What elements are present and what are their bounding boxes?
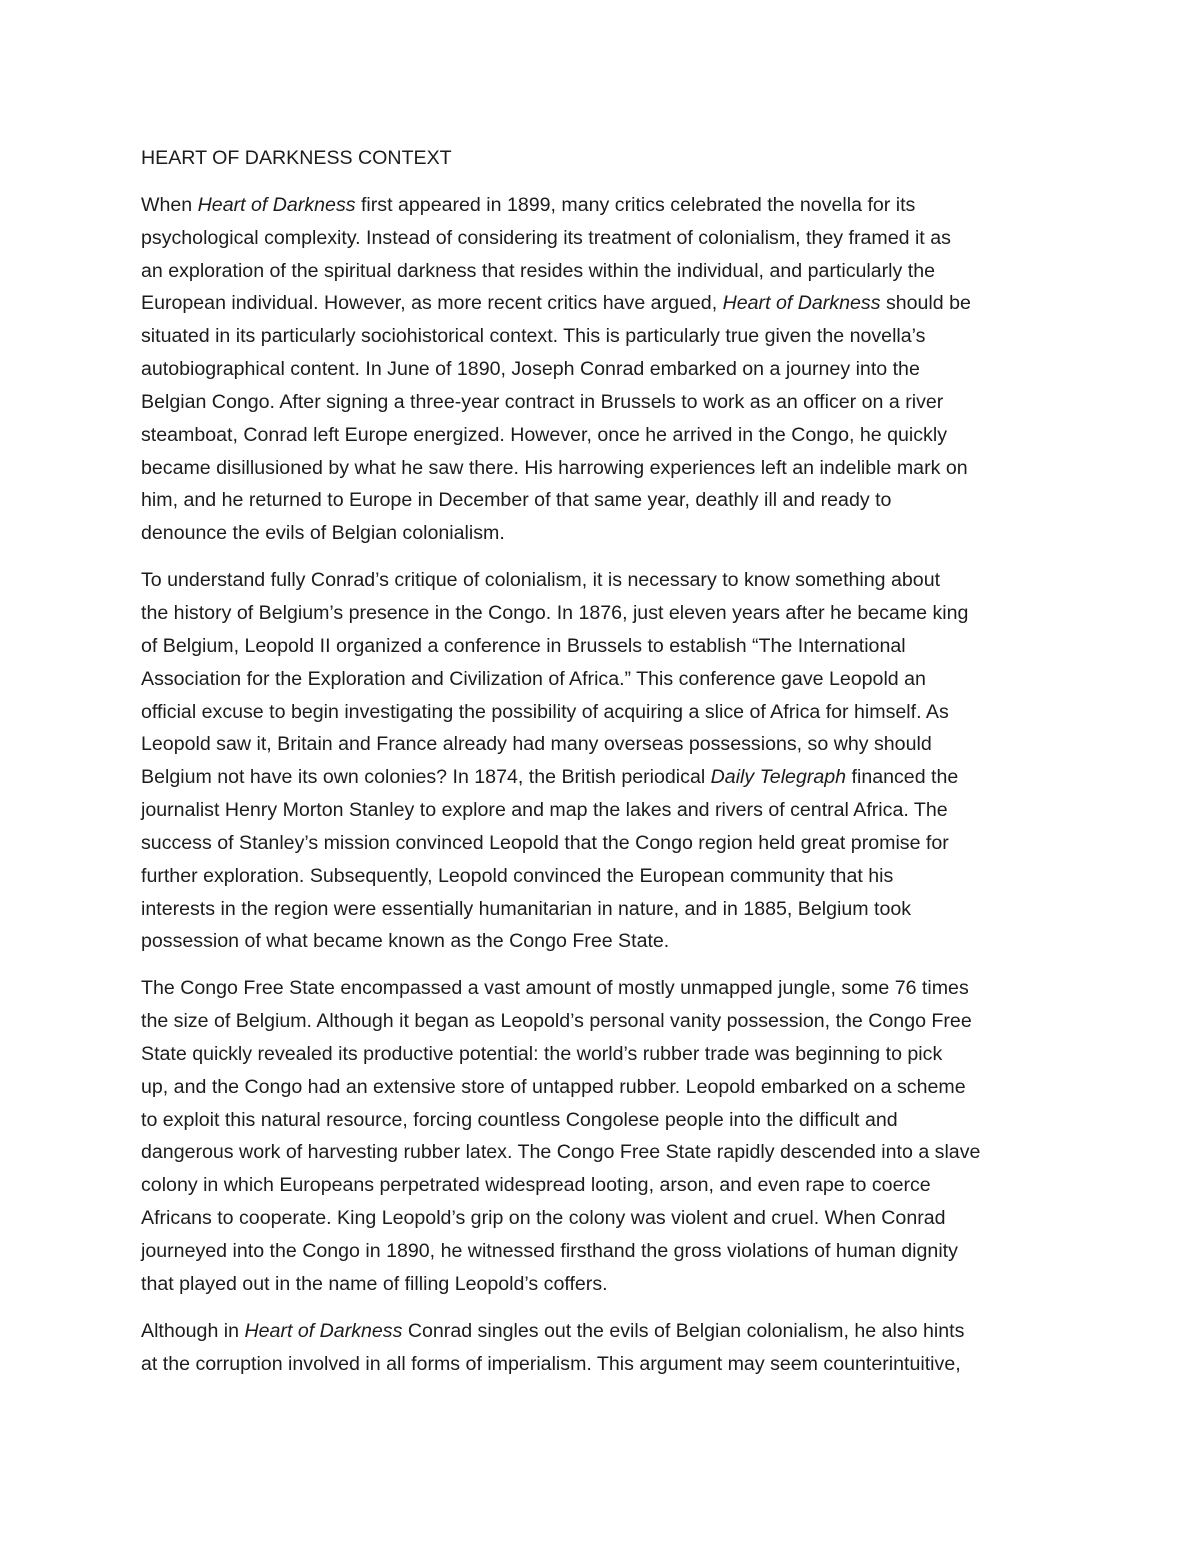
text-line bbox=[141, 1005, 1066, 1038]
text-line bbox=[141, 222, 1066, 255]
text-segment: colony in which Europeans perpetrated widespread looting, arson, and even rape to coerce bbox=[141, 1174, 931, 1197]
text-line bbox=[141, 663, 1066, 696]
text-segment: financed the bbox=[846, 766, 959, 789]
text-line bbox=[141, 1348, 1066, 1381]
text-segment: psychological complexity. Instead of considering its treatment of colonialism, they framed it as bbox=[141, 226, 951, 249]
text-line bbox=[141, 189, 1066, 222]
text-segment: the history of Belgium’s presence in the Congo. In 1876, just eleven years after he became king bbox=[141, 601, 969, 624]
text-segment: the size of Belgium. Although it began as Leopold’s personal vanity possession, the Congo Free bbox=[141, 1010, 972, 1033]
text-line bbox=[141, 761, 1066, 794]
text-segment: autobiographical content. In June of 1890, Joseph Conrad embarked on a journey into the bbox=[141, 358, 920, 381]
text-segment: To understand fully Conrad’s critique of colonialism, it is necessary to know something about bbox=[141, 569, 941, 592]
text-segment: should be bbox=[880, 292, 971, 315]
text-segment: success of Stanley’s mission convinced Leopold that the Congo region held great promise for bbox=[141, 831, 949, 854]
text-segment: that played out in the name of filling Leopold’s coffers. bbox=[141, 1272, 608, 1295]
text-line bbox=[141, 696, 1066, 729]
text-line bbox=[141, 320, 1066, 353]
italic-title-text: Heart of Darkness bbox=[244, 1319, 403, 1342]
paragraph bbox=[141, 189, 1066, 550]
text-segment: further exploration. Subsequently, Leopold convinced the European community that his bbox=[141, 864, 894, 887]
text-line bbox=[141, 728, 1066, 761]
paragraph bbox=[141, 564, 1066, 958]
text-line bbox=[141, 827, 1066, 860]
text-segment: Association for the Exploration and Civilization of Africa.” This conference gave Leopold an bbox=[141, 667, 926, 690]
text-segment: an exploration of the spiritual darkness that resides within the individual, and particularly the bbox=[141, 259, 935, 282]
text-segment: Leopold saw it, Britain and France already had many overseas possessions, so why should bbox=[141, 733, 932, 756]
text-segment: Conrad singles out the evils of Belgian colonialism, he also hints bbox=[402, 1319, 965, 1342]
italic-title-text: Daily Telegraph bbox=[710, 766, 847, 789]
text-segment: denounce the evils of Belgian colonialism. bbox=[141, 522, 505, 545]
text-line bbox=[141, 860, 1066, 893]
italic-title-text: Heart of Darkness bbox=[722, 292, 881, 315]
text-segment: Although in bbox=[141, 1319, 245, 1342]
document-page bbox=[141, 142, 1066, 1394]
text-line bbox=[141, 630, 1066, 663]
text-line bbox=[141, 1169, 1066, 1202]
text-segment: When bbox=[141, 193, 198, 216]
text-segment: journeyed into the Congo in 1890, he witnessed firsthand the gross violations of human dignity bbox=[141, 1240, 958, 1262]
text-line bbox=[141, 1038, 1066, 1071]
text-line bbox=[141, 1315, 1066, 1348]
text-line bbox=[141, 1104, 1066, 1137]
text-segment: Belgian Congo. After signing a three-year contract in Brussels to work as an officer on a river bbox=[141, 390, 944, 413]
text-segment: Belgium not have its own colonies? In 1874, the British periodical bbox=[141, 766, 711, 789]
text-line bbox=[141, 353, 1066, 386]
text-segment: European individual. However, as more recent critics have argued, bbox=[141, 292, 723, 315]
paragraph bbox=[141, 1315, 1066, 1381]
text-line bbox=[141, 517, 1066, 550]
text-segment: interests in the region were essentially humanitarian in nature, and in 1885, Belgium took bbox=[141, 897, 912, 920]
document-body bbox=[141, 189, 1066, 1381]
text-line bbox=[141, 597, 1066, 630]
text-line bbox=[141, 1268, 1066, 1301]
text-line bbox=[141, 1202, 1066, 1235]
text-line bbox=[141, 893, 1066, 926]
text-line bbox=[141, 386, 1066, 419]
italic-title-text: Heart of Darkness bbox=[197, 193, 356, 216]
text-segment: situated in its particularly sociohistorical context. This is particularly true given the novella’s bbox=[141, 325, 926, 348]
text-line bbox=[141, 484, 1066, 517]
text-segment: steamboat, Conrad left Europe energized. However, once he arrived in the Congo, he quickly bbox=[141, 423, 947, 446]
text-line bbox=[141, 1235, 1066, 1268]
text-line bbox=[141, 564, 1066, 597]
text-segment: possession of what became known as the Congo Free State. bbox=[141, 930, 670, 953]
text-line bbox=[141, 925, 1066, 958]
paragraph bbox=[141, 972, 1066, 1300]
text-segment: up, and the Congo had an extensive store of untapped rubber. Leopold embarked on a scheme bbox=[141, 1075, 966, 1098]
text-segment: Africans to cooperate. King Leopold’s grip on the colony was violent and cruel. When Conrad bbox=[141, 1207, 946, 1230]
text-segment: to exploit this natural resource, forcing countless Congolese people into the difficult and bbox=[141, 1108, 898, 1131]
text-segment: became disillusioned by what he saw there. His harrowing experiences left an indelible mark on bbox=[141, 456, 968, 479]
text-line bbox=[141, 419, 1066, 452]
text-segment: first appeared in 1899, many critics celebrated the novella for its bbox=[355, 193, 916, 216]
document-title: HEART OF DARKNESS CONTEXT bbox=[141, 147, 452, 169]
text-segment: him, and he returned to Europe in December of that same year, deathly ill and ready to bbox=[141, 489, 892, 512]
text-segment: at the corruption involved in all forms of imperialism. This argument may seem counterintuitive, bbox=[141, 1352, 961, 1375]
text-segment: journalist Henry Morton Stanley to explore and map the lakes and rivers of central Africa. The bbox=[141, 799, 948, 822]
text-segment: The Congo Free State encompassed a vast amount of mostly unmapped jungle, some 76 times bbox=[141, 977, 969, 1000]
text-line bbox=[141, 255, 1066, 288]
text-segment: of Belgium, Leopold II organized a conference in Brussels to establish “The International bbox=[141, 634, 906, 657]
text-line bbox=[141, 287, 1066, 320]
text-segment: dangerous work of harvesting rubber latex. The Congo Free State rapidly descended into a slave bbox=[141, 1141, 981, 1164]
text-line bbox=[141, 972, 1066, 1005]
text-line bbox=[141, 1136, 1066, 1169]
text-segment: official excuse to begin investigating the possibility of acquiring a slice of Africa for himself. As bbox=[141, 700, 949, 723]
text-line bbox=[141, 452, 1066, 485]
text-segment: State quickly revealed its productive potential: the world’s rubber trade was beginning to pick bbox=[141, 1042, 943, 1065]
text-line bbox=[141, 1071, 1066, 1104]
text-line bbox=[141, 794, 1066, 827]
